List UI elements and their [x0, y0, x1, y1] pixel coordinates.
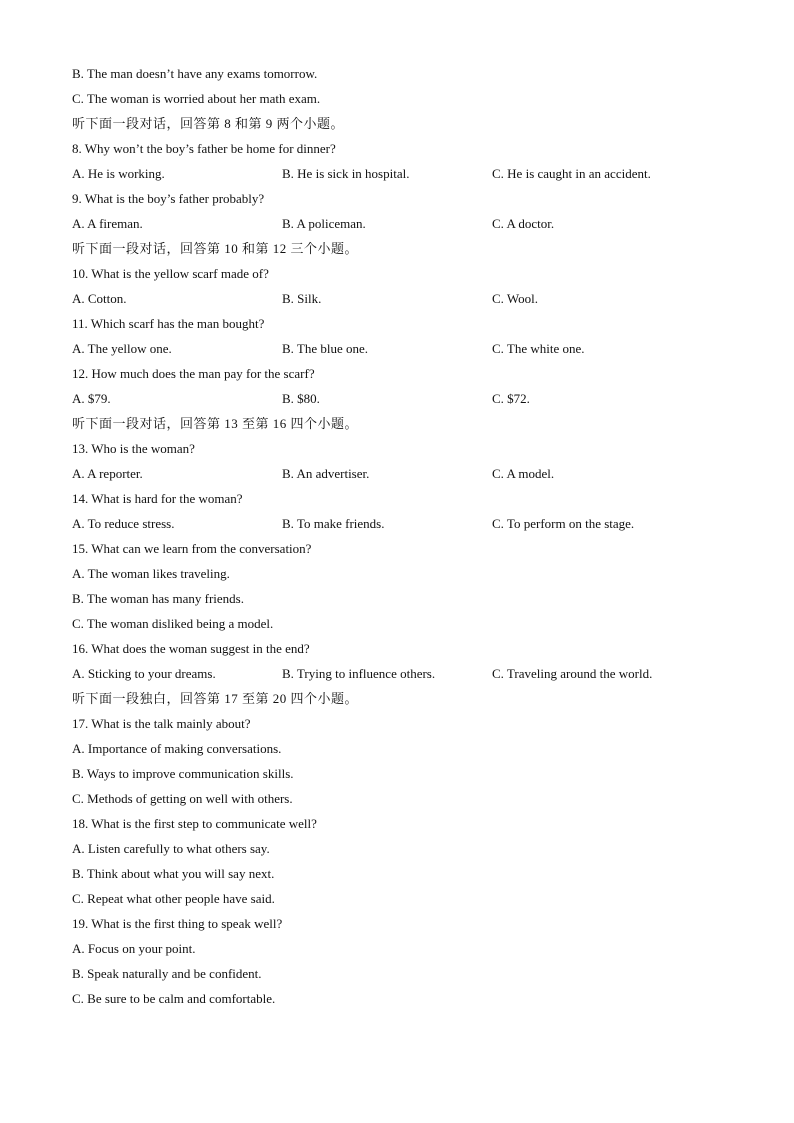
option-c: C. He is caught in an accident. [492, 166, 651, 181]
option-b: B. An advertiser. [282, 466, 370, 481]
options-row [72, 661, 732, 686]
question-18: 18. What is the first step to communicate well? [72, 816, 317, 831]
option-a: A. He is working. [72, 166, 165, 181]
option-c: C. A model. [492, 466, 555, 481]
option-b: B. A policeman. [282, 216, 366, 231]
option-a: A. The yellow one. [72, 341, 172, 356]
section-instruction: 听下面一段对话，回答第 8 和第 9 两个小题。 [72, 116, 345, 131]
option-line: B. The man doesn’t have any exams tomorrow. [72, 66, 318, 81]
section-instruction: 听下面一段对话，回答第 13 至第 16 四个小题。 [72, 416, 359, 431]
option-a: A. Cotton. [72, 291, 127, 306]
options-row [72, 511, 732, 536]
option-c: C. A doctor. [492, 216, 555, 231]
question-15: 15. What can we learn from the conversation? [72, 541, 312, 556]
option-c: C. The white one. [492, 341, 585, 356]
options-row [72, 461, 732, 486]
option-line: C. The woman disliked being a model. [72, 616, 274, 631]
option-line: B. Speak naturally and be confident. [72, 966, 262, 981]
option-a: A. $79. [72, 391, 111, 406]
option-line: A. Focus on your point. [72, 941, 196, 956]
option-a: A. To reduce stress. [72, 516, 175, 531]
option-line: A. Importance of making conversations. [72, 741, 282, 756]
option-line: C. Be sure to be calm and comfortable. [72, 991, 276, 1006]
option-line: B. The woman has many friends. [72, 591, 244, 606]
question-11: 11. Which scarf has the man bought? [72, 316, 265, 331]
option-line: C. The woman is worried about her math exam. [72, 91, 321, 106]
options-row [72, 161, 732, 186]
question-19: 19. What is the first thing to speak well? [72, 916, 283, 931]
option-c: C. Traveling around the world. [492, 666, 653, 681]
option-b: B. $80. [282, 391, 320, 406]
options-row [72, 211, 732, 236]
option-line: A. The woman likes traveling. [72, 566, 230, 581]
options-row [72, 286, 732, 311]
option-b: B. Trying to influence others. [282, 666, 436, 681]
option-a: A. A fireman. [72, 216, 143, 231]
question-12: 12. How much does the man pay for the scarf? [72, 366, 315, 381]
option-b: B. To make friends. [282, 516, 385, 531]
question-13: 13. Who is the woman? [72, 441, 195, 456]
section-instruction: 听下面一段独白，回答第 17 至第 20 四个小题。 [72, 691, 359, 706]
option-c: C. $72. [492, 391, 530, 406]
option-line: A. Listen carefully to what others say. [72, 841, 270, 856]
question-9: 9. What is the boy’s father probably? [72, 191, 265, 206]
option-c: C. Wool. [492, 291, 539, 306]
section-instruction: 听下面一段对话，回答第 10 和第 12 三个小题。 [72, 241, 359, 256]
option-a: A. Sticking to your dreams. [72, 666, 216, 681]
question-14: 14. What is hard for the woman? [72, 491, 243, 506]
option-c: C. To perform on the stage. [492, 516, 635, 531]
question-10: 10. What is the yellow scarf made of? [72, 266, 269, 281]
question-17: 17. What is the talk mainly about? [72, 716, 251, 731]
option-b: B. Silk. [282, 291, 322, 306]
option-line: C. Repeat what other people have said. [72, 891, 275, 906]
option-a: A. A reporter. [72, 466, 143, 481]
option-line: C. Methods of getting on well with others. [72, 791, 293, 806]
option-b: B. He is sick in hospital. [282, 166, 410, 181]
option-line: B. Think about what you will say next. [72, 866, 275, 881]
question-8: 8. Why won’t the boy’s father be home for dinner? [72, 141, 336, 156]
options-row [72, 386, 732, 411]
option-line: B. Ways to improve communication skills. [72, 766, 294, 781]
options-row [72, 336, 732, 361]
exam-page [72, 61, 732, 1011]
question-16: 16. What does the woman suggest in the end? [72, 641, 310, 656]
option-b: B. The blue one. [282, 341, 369, 356]
